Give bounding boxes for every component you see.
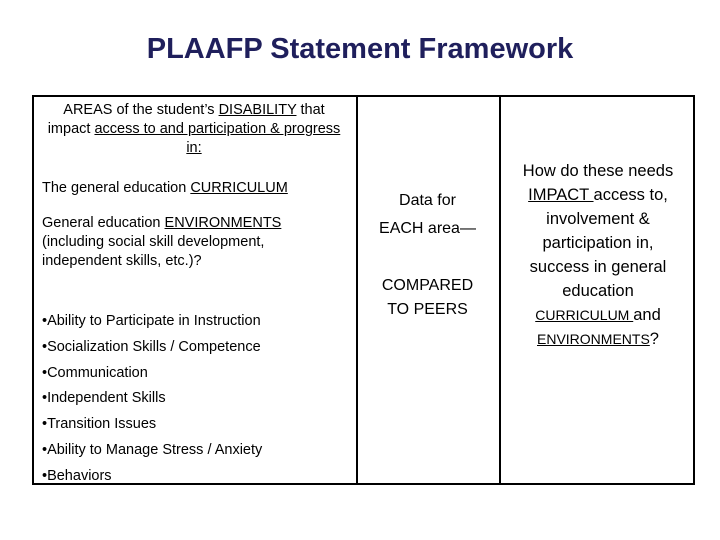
how-needs-label: How do these needs: [522, 162, 674, 180]
disability-term: DISABILITY: [218, 102, 297, 118]
list-item: •Communication: [42, 364, 148, 381]
impact-column: [499, 97, 693, 483]
page-title: PLAAFP Statement Framework: [146, 33, 574, 65]
data-column: [356, 97, 501, 483]
disability-areas-header: AREAS of the student’s DISABILITY that impact access to and participation & progress in:: [47, 102, 341, 156]
list-item: •Behaviors: [42, 467, 112, 484]
framework-table: [32, 95, 695, 485]
data-for-label: Data for: [399, 192, 456, 209]
list-item: •Ability to Participate in Instruction: [42, 313, 261, 329]
disability-areas-column: [34, 97, 358, 483]
each-area-label: EACH area—: [379, 220, 476, 237]
impact-block: IMPACT access to, involvement & participation in, success in general education: [528, 186, 668, 300]
list-item: •Socialization Skills / Competence: [42, 338, 261, 355]
curriculum-line: The general education CURRICULUM: [42, 180, 288, 196]
access-participation-term: access to and participation & progress in:: [94, 121, 341, 156]
curriculum-environments-block: CURRICULUM and ENVIRONMENTS?: [535, 306, 661, 348]
list-item: •Ability to Manage Stress / Anxiety: [42, 441, 263, 458]
skill-areas-list: [42, 309, 262, 490]
list-item: •Independent Skills: [42, 390, 166, 407]
compared-to-peers-label: COMPARED TO PEERS: [381, 277, 474, 318]
environments-block: General education ENVIRONMENTS (including social skill development, independent skills, etc.)?: [42, 215, 282, 269]
list-item: •Transition Issues: [42, 416, 157, 433]
